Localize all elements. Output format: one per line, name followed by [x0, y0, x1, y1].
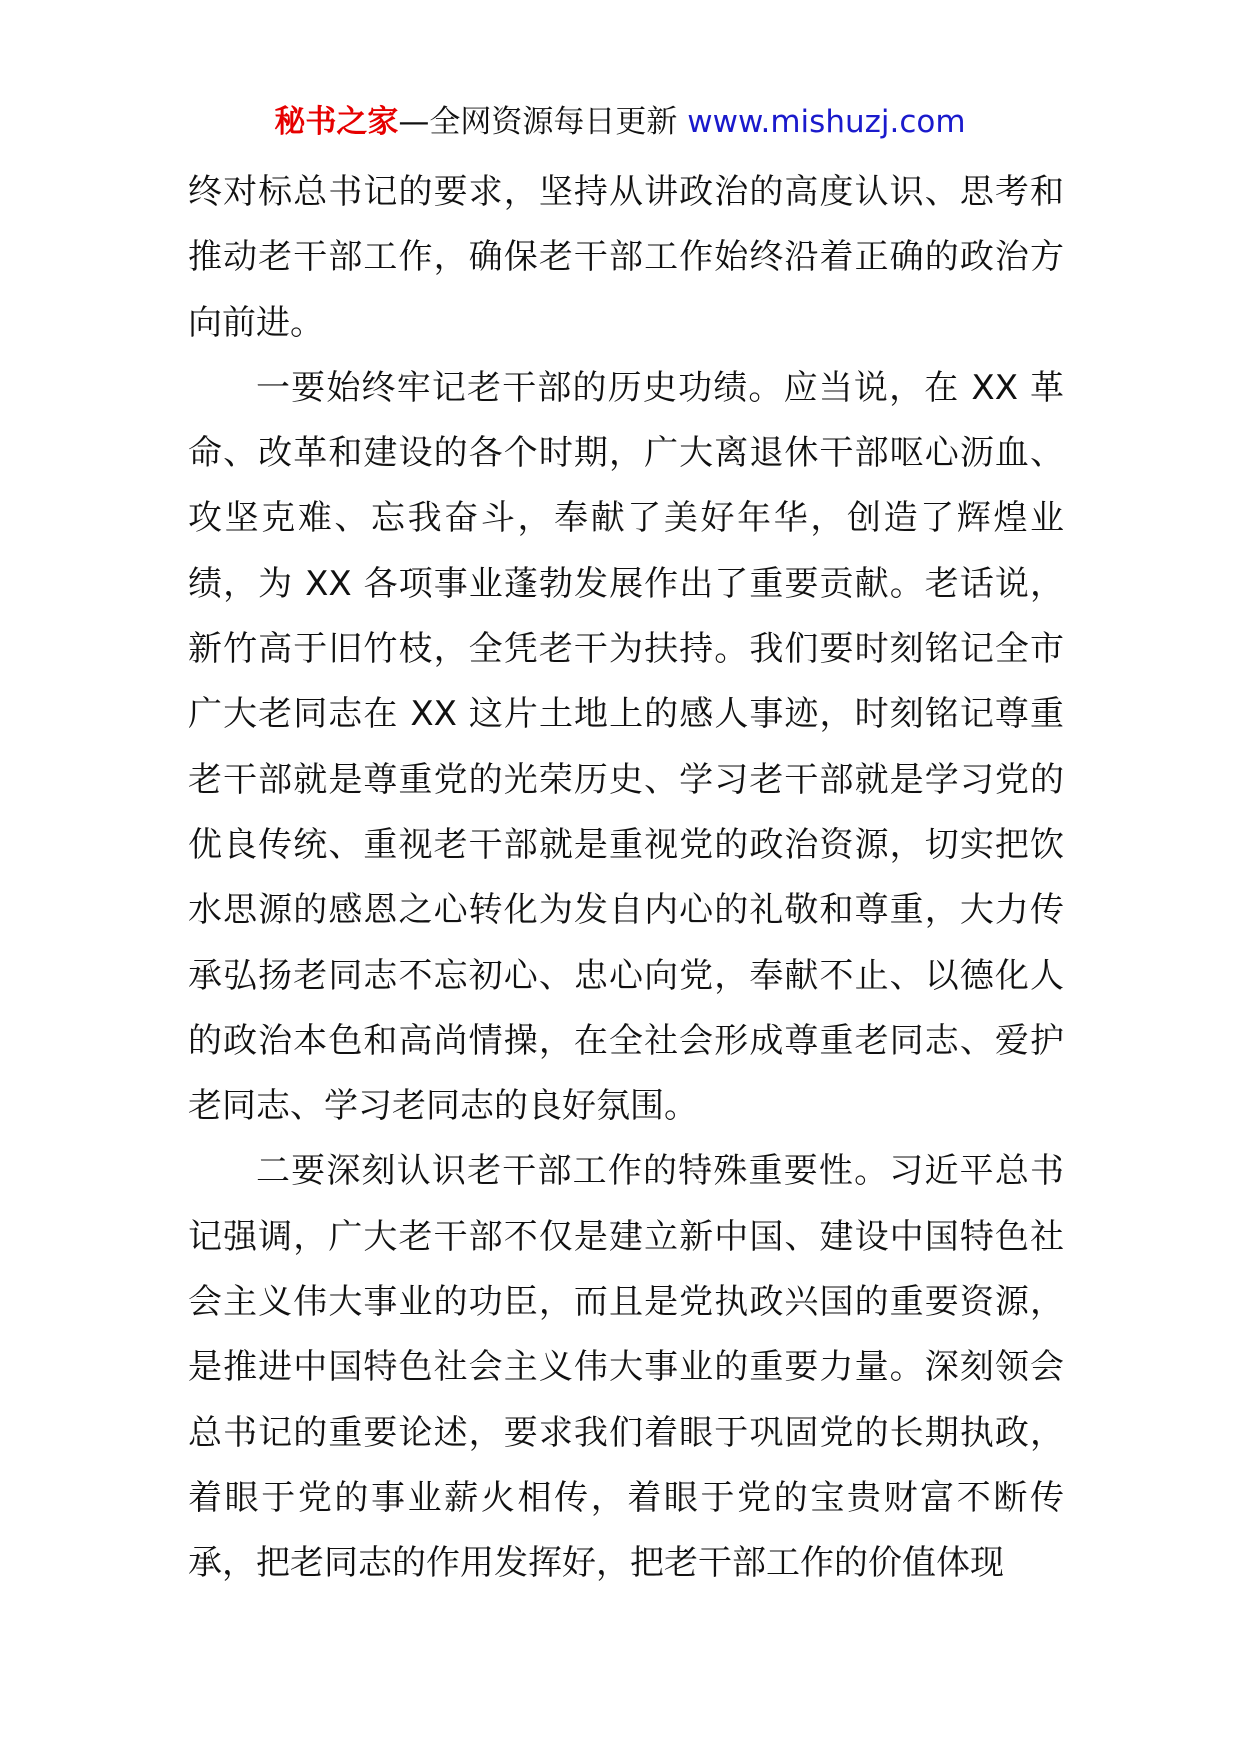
brand-name: 秘书之家: [274, 104, 399, 140]
paragraph-continuation: 终对标总书记的要求，坚持从讲政治的高度认识、思考和推动老干部工作，确保老干部工作始终沿着正确的政治方向前进。: [188, 172, 1064, 343]
header-tagline: —全网资源每日更新: [398, 104, 678, 140]
document-body: [188, 160, 1064, 1597]
site-url[interactable]: www.mishuzj.com: [687, 104, 966, 140]
paragraph-special-importance: 二要深刻认识老干部工作的特殊重要性。习近平总书记强调，广大老干部不仅是建立新中国、建设中国特色社会主义伟大事业的功臣，而且是党执政兴国的重要资源，是推进中国特色社会主义伟大事业的重要力量。深刻领会总书记的重要论述，要求我们着眼于巩固党的长期执政，着眼于党的事业薪火相传，着眼于党的宝贵财富不断传承，把老同志的作用发挥好，把老干部工作的价值体现: [188, 1151, 1064, 1584]
site-header: [0, 102, 1240, 142]
paragraph-historical-merits: 一要始终牢记老干部的历史功绩。应当说，在 XX 革命、改革和建设的各个时期，广大离退休干部呕心沥血、攻坚克难、忘我奋斗，奉献了美好年华，创造了辉煌业绩，为 XX 各项事业蓬勃发展作出了重要贡献。老话说，新竹高于旧竹枝，全凭老干为扶持。我们要时刻铭记全市广大老同志在 XX 这片土地上的感人事迹，时刻铭记尊重老干部就是尊重党的光荣历史、学习老干部就是学习党的优良传统、重视老干部就是重视党的政治资源，切实把饮水思源的感恩之心转化为发自内心的礼敬和尊重，大力传承弘扬老同志不忘初心、忠心向党，奉献不止、以德化人的政治本色和高尚情操，在全社会形成尊重老同志、爱护老同志、学习老同志的良好氛围。: [188, 367, 1064, 1127]
